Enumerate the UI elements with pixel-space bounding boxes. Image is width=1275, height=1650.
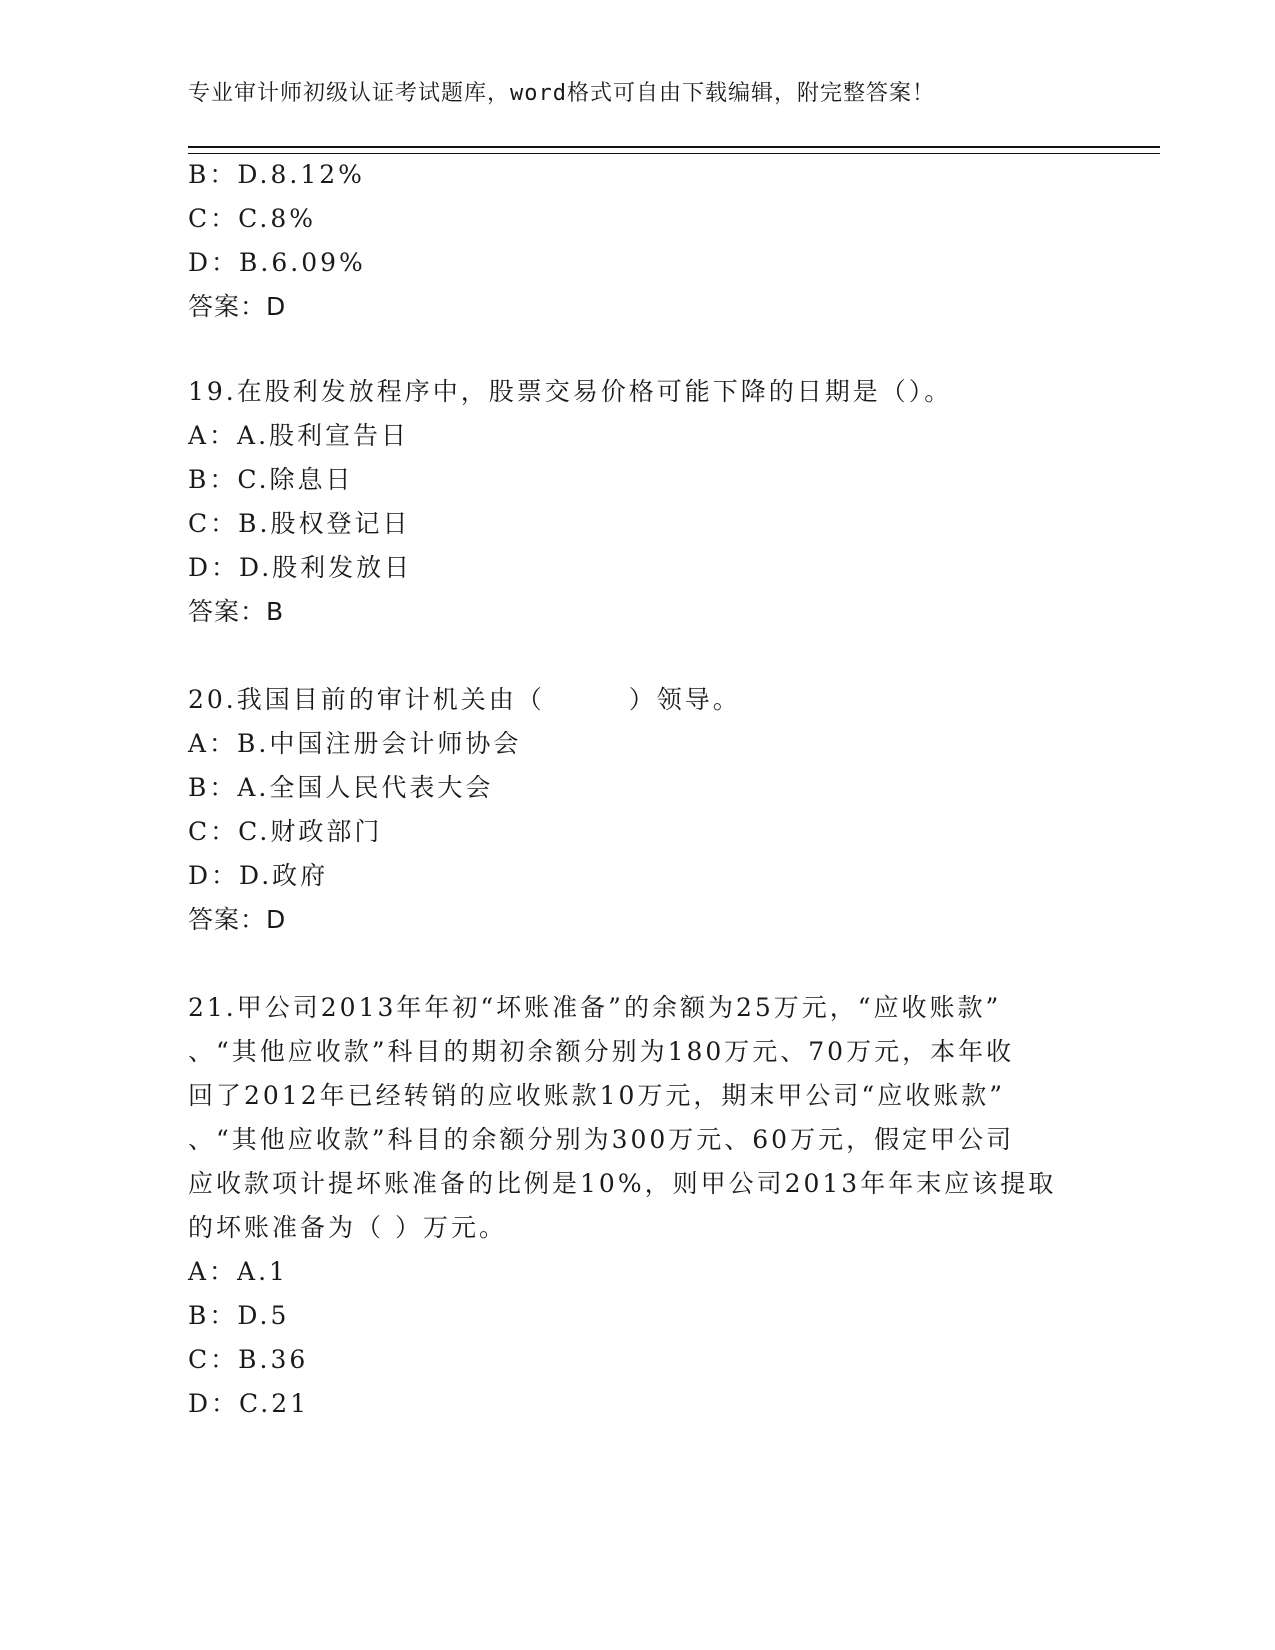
option-line: C：C.财政部门: [188, 817, 383, 846]
question-stem-line: 回了2012年已经转销的应收账款10万元，期末甲公司“应收账款”: [188, 1081, 1005, 1110]
option-line: C：B.股权登记日: [188, 509, 411, 538]
option-line: D：C.21: [188, 1389, 310, 1418]
question-stem-line: 、“其他应收款”科目的余额分别为300万元、60万元，假定甲公司: [188, 1125, 1015, 1154]
option-line: A：A.1: [188, 1257, 288, 1286]
answer-line: 答案：D: [188, 292, 287, 321]
option-line: D：B.6.09%: [188, 248, 366, 277]
question-stem: 19.在股利发放程序中，股票交易价格可能下降的日期是（）。: [188, 377, 953, 406]
answer-line: 答案：D: [188, 905, 287, 934]
question-stem-line: 21.甲公司2013年年初“坏账准备”的余额为25万元，“应收账款”: [188, 993, 1002, 1022]
option-line: C：C.8%: [188, 204, 316, 233]
option-line: B：D.5: [188, 1301, 290, 1330]
option-line: D：D.股利发放日: [188, 553, 413, 582]
question-stem-line: 的坏账准备为（ ）万元。: [188, 1213, 507, 1242]
option-line: A：A.股利宣告日: [188, 421, 410, 450]
question-stem-line: 、“其他应收款”科目的期初余额分别为180万元、70万元，本年收: [188, 1037, 1015, 1066]
option-line: B：D.8.12%: [188, 160, 365, 189]
option-line: B：A.全国人民代表大会: [188, 773, 494, 802]
option-line: D：D.政府: [188, 861, 329, 890]
answer-line: 答案：B: [188, 597, 285, 626]
option-line: B：C.除息日: [188, 465, 354, 494]
question-stem-line: 应收款项计提坏账准备的比例是10%，则甲公司2013年年末应该提取: [188, 1169, 1057, 1198]
page-header: 专业审计师初级认证考试题库，word格式可自由下载编辑，附完整答案！: [188, 81, 935, 106]
option-line: C：B.36: [188, 1345, 309, 1374]
option-line: A：B.中国注册会计师协会: [188, 729, 522, 758]
question-stem: 20.我国目前的审计机关由（ ）领导。: [188, 685, 741, 714]
